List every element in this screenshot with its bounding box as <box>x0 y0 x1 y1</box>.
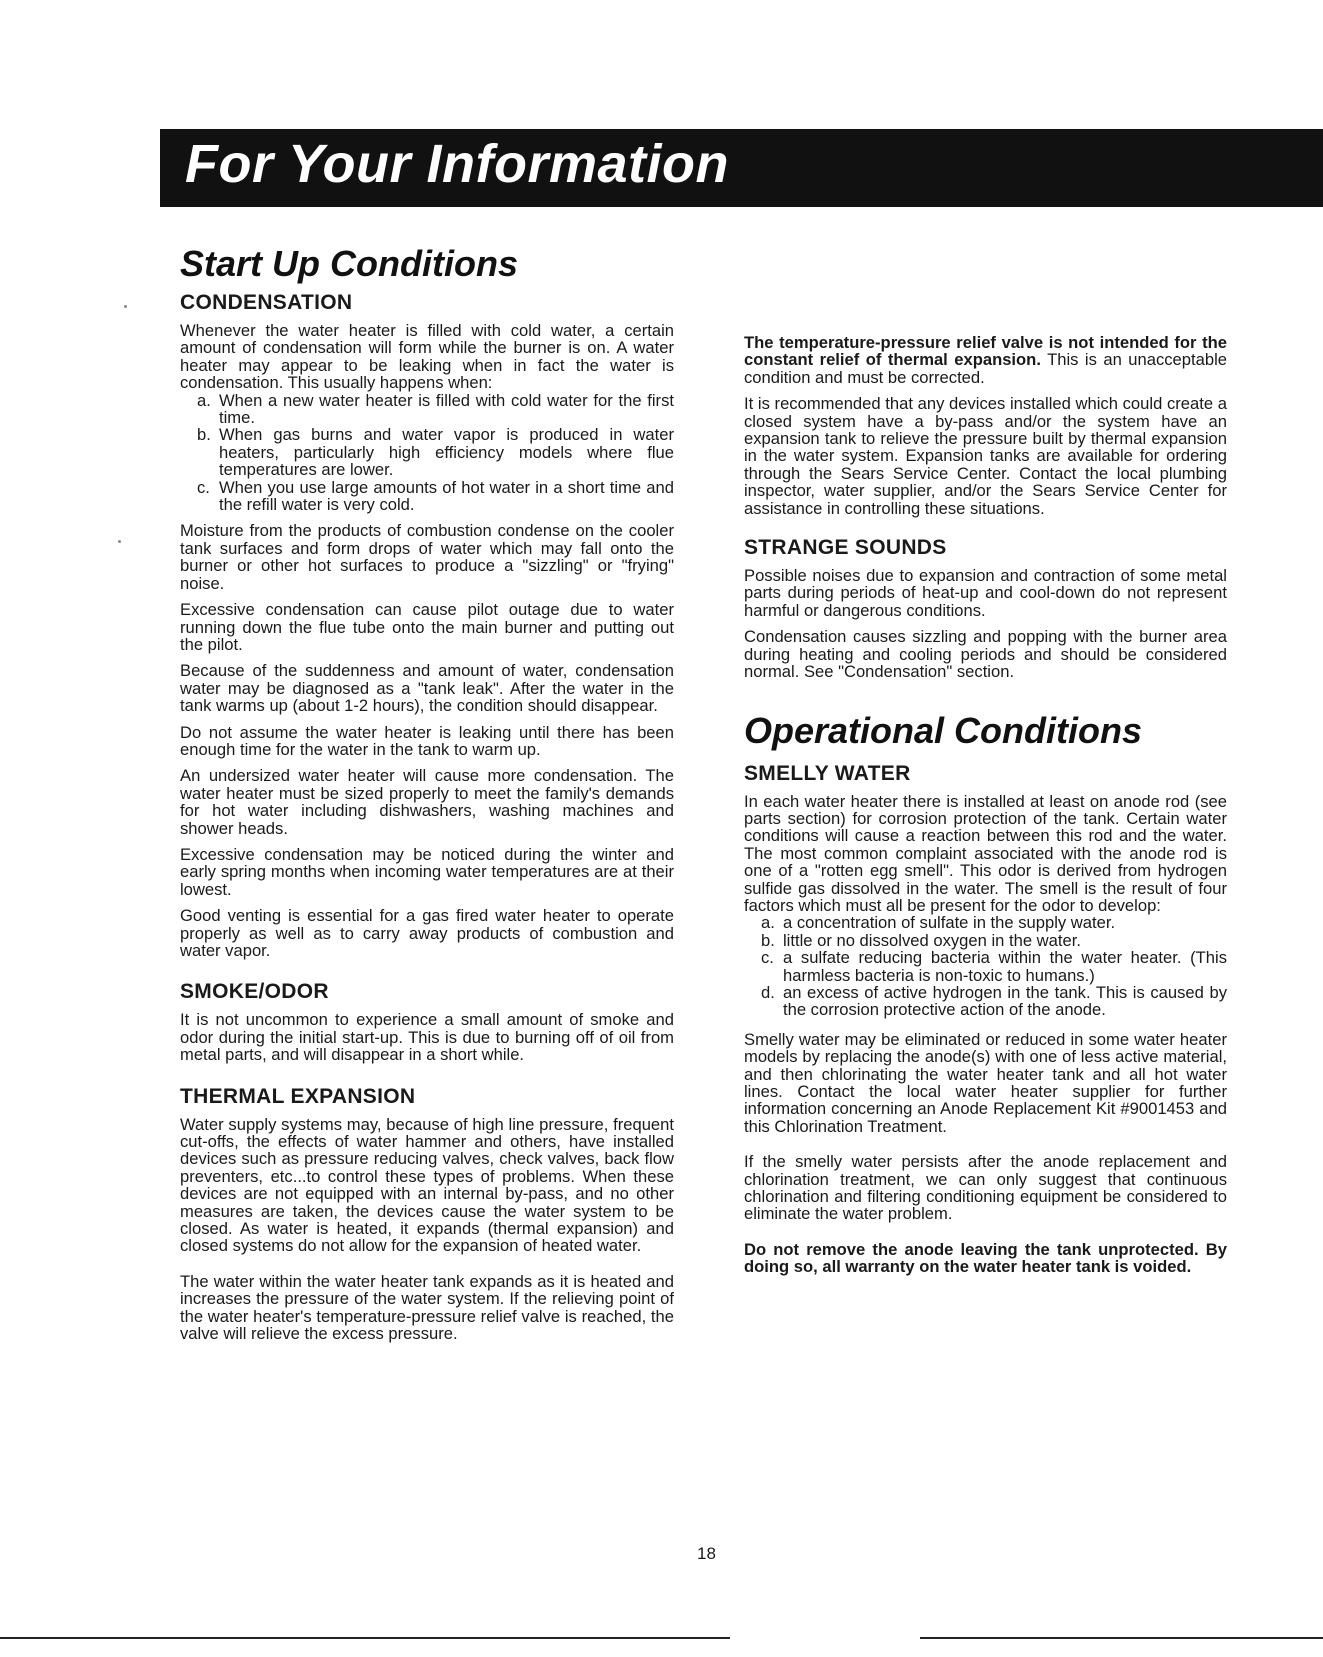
page-number: 18 <box>697 1544 716 1563</box>
right-column <box>744 334 1227 1276</box>
anode-warning: Do not remove the anode leaving the tank unprotected. By doing so, all warranty on the water heater tank is voided. <box>744 1239 1227 1277</box>
strange-sounds-title: STRANGE SOUNDS <box>744 536 947 560</box>
smelly-water-paragraph: Smelly water may be eliminated or reduced in some water heater models by replacing the anode(s) with one of less active material, and then chlorinating the water heater tank and all hot water lines. Contact the local water heater supplier for further information concerning an Anode Replacement Kit #9001453 and this Chlorination Treatment. <box>744 1029 1227 1136</box>
thermal-relief-bold: The temperature-pressure relief valve is not intended for the constant relief of thermal expansion. <box>744 333 1227 370</box>
strange-sounds-paragraph: Condensation causes sizzling and popping with the burner area during heating and cooling periods and should be considered normal. See "Condensation" section. <box>744 627 1227 682</box>
list-item: b. little or no dissolved oxygen in the water. <box>761 930 1081 950</box>
condensation-paragraph: An undersized water heater will cause more condensation. The water heater must be sized properly to meet the family's demands for hot water including dishwashers, washing machines and shower heads. <box>180 766 674 838</box>
scan-speck <box>118 540 121 543</box>
list-item: b. When gas burns and water vapor is produced in water heaters, particularly high efficiency models where flue temperatures are lower. <box>197 425 674 480</box>
condensation-paragraph: Moisture from the products of combustion condense on the cooler tank surfaces and form drops of water which may fall onto the burner or other hot surfaces to produce a "sizzling" or "frying" noise. <box>180 521 674 593</box>
left-column <box>180 243 674 1344</box>
start-up-heading: Start Up Conditions <box>180 243 518 284</box>
smelly-water-intro: In each water heater there is installed at least on anode rod (see parts section) for corrosion protection of the tank. Certain water conditions will cause a reaction between this rod and the water. The most common complaint associated with the anode rod is one of a "rotten egg smell". This odor is derived from hydrogen sulfide gas dissolved in the water. The smell is the result of four factors which must all be present for the odor to develop: <box>744 791 1227 915</box>
operational-heading: Operational Conditions <box>744 709 1143 751</box>
bottom-rule-right <box>920 1637 1323 1639</box>
smelly-water-paragraph: If the smelly water persists after the anode replacement and chlorination treatment, we can only suggest that continuous chlorination and filtering conditioning equipment be considered to eliminate the water problem. <box>744 1152 1227 1224</box>
condensation-paragraph: Excessive condensation may be noticed during the winter and early spring months when incoming water temperatures are at their lowest. <box>180 844 674 899</box>
thermal-expansion-recommendation: It is recommended that any devices installed which could create a closed system have a by-pass and/or the system have an expansion tank to relieve the pressure built by thermal expansion in the water system. Expansion tanks are available for ordering through the Sears Service Center. Contact the local plumbing inspector, water supplier, and/or the Sears Service Center for assistance in controlling these situations. <box>744 394 1227 518</box>
list-item: a. When a new water heater is filled with cold water for the first time. <box>197 390 674 428</box>
bottom-rule-left <box>0 1637 730 1639</box>
condensation-title: CONDENSATION <box>180 291 353 314</box>
list-item: c. When you use large amounts of hot water in a short time and the refill water is very cold. <box>197 477 674 515</box>
thermal-expansion-paragraph: Water supply systems may, because of high line pressure, frequent cut-offs, the effects of water hammer and others, have installed devices such as pressure reducing valves, check valves, back flow preventers, etc...to control these types of problems. When these devices are not equipped with an internal by-pass, and no other measures are taken, the devices cause the water system to be closed. As water is heated, it expands (thermal expansion) and closed systems do not allow for the expansion of heated water. <box>180 1114 674 1256</box>
thermal-expansion-paragraph-continued: The water within the water heater tank expands as it is heated and increases the pressure of the water system. If the relieving point of the water heater's temperature-pressure relief valve is reached, the valve will relieve the excess pressure. <box>180 1271 674 1344</box>
smoke-odor-paragraph: It is not uncommon to experience a small amount of smoke and odor during the initial start-up. This is due to burning off of oil from metal parts, and will disappear in a short while. <box>180 1010 674 1065</box>
condensation-paragraph: Because of the suddenness and amount of water, condensation water may be diagnosed as a "tank leak". After the water in the tank warms up (about 1-2 hours), the condition should disappear. <box>180 661 674 716</box>
condensation-list <box>180 392 674 514</box>
banner-title: For Your Information <box>185 134 729 194</box>
scan-speck <box>124 305 127 308</box>
condensation-paragraph: Excessive condensation can cause pilot outage due to water running down the flue tube onto the main burner and putting out the pilot. <box>180 600 674 654</box>
thermal-relief-paragraph: The temperature-pressure relief valve is not intended for the constant relief of thermal expansion. This is an unacceptable condition and must be corrected. <box>744 333 1227 387</box>
smelly-water-list <box>744 914 1227 1018</box>
list-item: c. a sulfate reducing bacteria within the water heater. (This harmless bacteria is non-toxic to humans.) <box>761 948 1227 985</box>
smoke-odor-title: SMOKE/ODOR <box>180 980 329 1004</box>
list-item: d. an excess of active hydrogen in the tank. This is caused by the corrosion protective action of the anode. <box>761 982 1227 1020</box>
header-banner <box>160 129 1323 207</box>
strange-sounds-paragraph: Possible noises due to expansion and contraction of some metal parts during periods of heat-up and cool-down do not represent harmful or dangerous conditions. <box>744 566 1227 620</box>
smelly-water-title: SMELLY WATER <box>744 761 911 785</box>
list-item: a. a concentration of sulfate in the supply water. <box>761 913 1116 933</box>
condensation-paragraph: Do not assume the water heater is leaking until there has been enough time for the water in the tank to warm up. <box>180 722 674 759</box>
thermal-expansion-title: THERMAL EXPANSION <box>180 1084 416 1108</box>
condensation-intro: Whenever the water heater is filled with cold water, a certain amount of condensation will form while the burner is on. A water heater may appear to be leaking when in fact the water is condensation. This usually happens when: <box>180 321 674 393</box>
condensation-paragraph: Good venting is essential for a gas fired water heater to operate properly as well as to carry away products of combustion and water vapor. <box>180 906 674 960</box>
